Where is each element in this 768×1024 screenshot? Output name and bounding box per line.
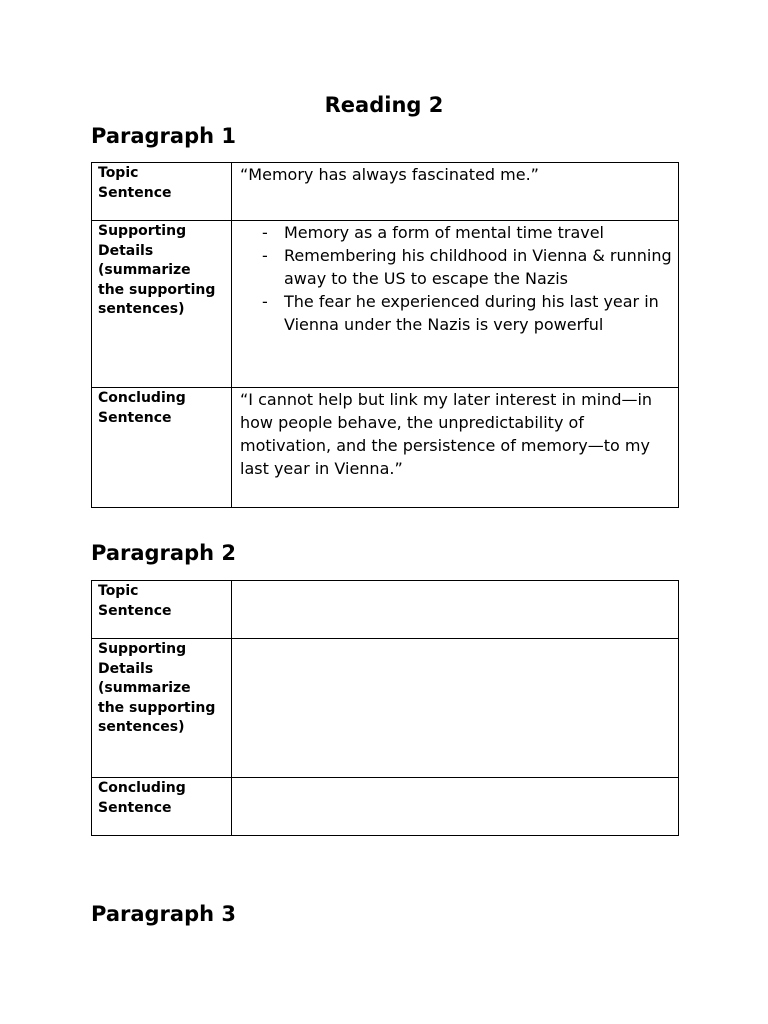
paragraph-1-outline-table — [91, 162, 679, 508]
topic-sentence-cell[interactable] — [232, 581, 679, 639]
supporting-details-row — [92, 639, 679, 778]
concluding-sentence-label: Concluding Sentence — [98, 390, 186, 426]
paragraph-2-heading: Paragraph 2 — [91, 541, 236, 565]
concluding-sentence-text: “I cannot help but link my later interest in mind—in how people behave, the unpredictability of motivation, and the persistence of memory—to my last year in Vienna.” — [240, 390, 653, 478]
paragraph-2-outline-table — [91, 580, 679, 836]
list-item — [262, 290, 672, 336]
topic-sentence-label: Topic Sentence — [98, 583, 172, 619]
concluding-sentence-row — [92, 778, 679, 836]
paragraph-3-heading: Paragraph 3 — [91, 902, 236, 926]
dash-bullet: - — [262, 246, 268, 265]
supporting-details-cell[interactable] — [232, 639, 679, 778]
concluding-sentence-cell[interactable] — [232, 388, 679, 508]
supporting-details-label-cell — [92, 221, 232, 388]
concluding-sentence-label-cell — [92, 778, 232, 836]
topic-sentence-row — [92, 581, 679, 639]
list-item-text: Memory as a form of mental time travel — [284, 223, 604, 242]
supporting-details-label: Supporting Details (summarize the supporting sentences) — [98, 223, 216, 317]
concluding-sentence-label-cell — [92, 388, 232, 508]
concluding-sentence-label: Concluding Sentence — [98, 780, 186, 816]
topic-sentence-cell[interactable] — [232, 163, 679, 221]
document-title: Reading 2 — [324, 93, 444, 117]
dash-bullet: - — [262, 292, 268, 311]
concluding-sentence-row — [92, 388, 679, 508]
list-item — [262, 244, 672, 290]
supporting-details-cell[interactable] — [232, 221, 679, 388]
topic-sentence-label: Topic Sentence — [98, 165, 172, 201]
list-item-text: The fear he experienced during his last year in Vienna under the Nazis is very powerful — [284, 292, 659, 334]
supporting-details-label: Supporting Details (summarize the supporting sentences) — [98, 641, 216, 735]
topic-sentence-label-cell — [92, 581, 232, 639]
topic-sentence-label-cell — [92, 163, 232, 221]
paragraph-1-heading: Paragraph 1 — [91, 124, 236, 148]
topic-sentence-row — [92, 163, 679, 221]
supporting-details-label-cell — [92, 639, 232, 778]
supporting-details-row — [92, 221, 679, 388]
supporting-details-list — [240, 221, 672, 336]
dash-bullet: - — [262, 223, 268, 242]
topic-sentence-text: “Memory has always fascinated me.” — [240, 165, 539, 184]
concluding-sentence-cell[interactable] — [232, 778, 679, 836]
list-item-text: Remembering his childhood in Vienna & running away to the US to escape the Nazis — [284, 246, 672, 288]
list-item — [262, 221, 672, 244]
